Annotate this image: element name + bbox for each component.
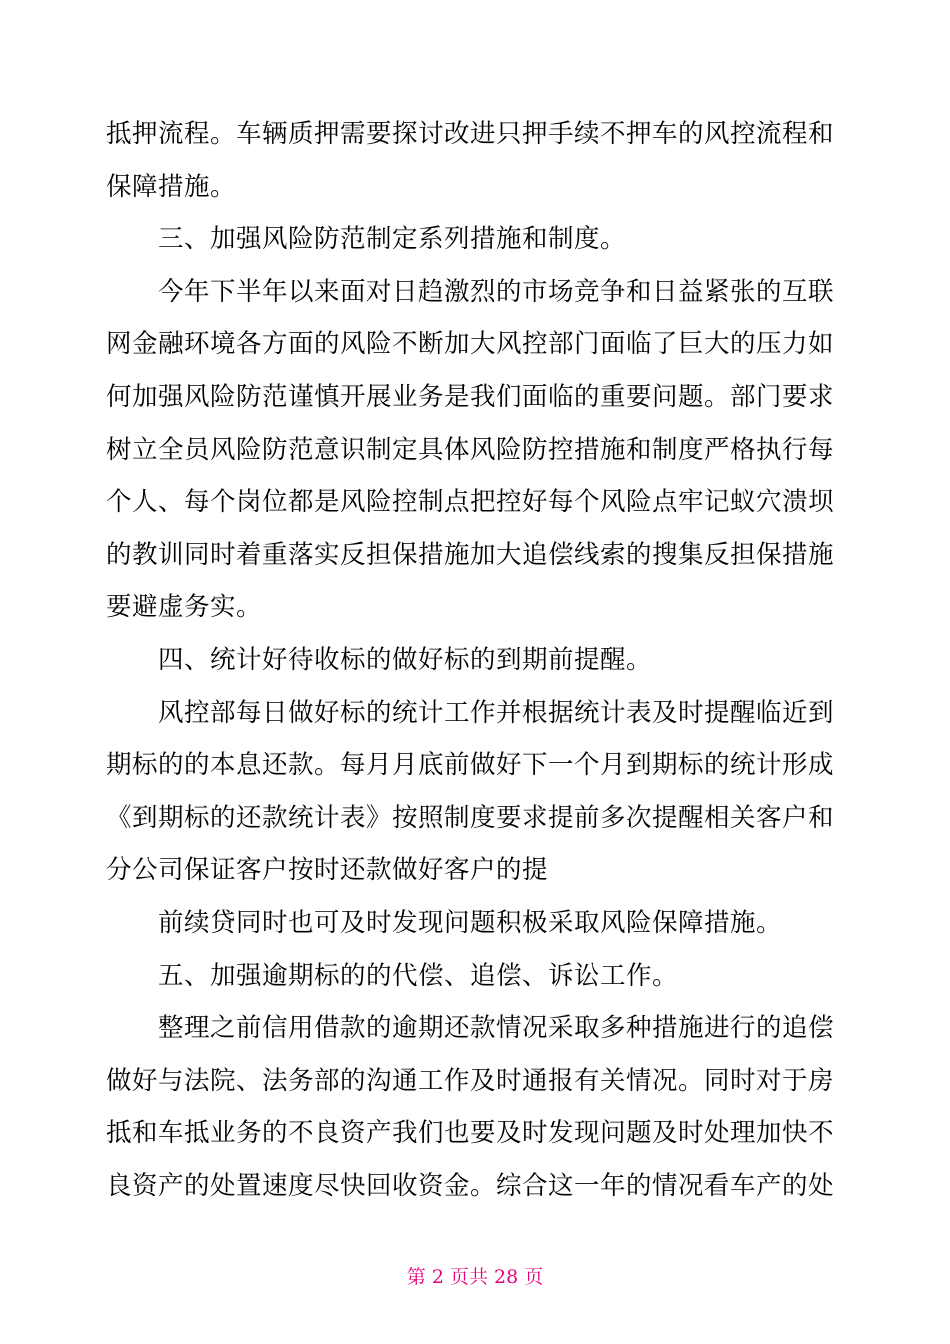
text-line: 网金融环境各方面的风险不断加大风控部门面临了巨大的压力如 [106, 329, 835, 360]
text-line: 的教训同时着重落实反担保措施加大追偿线索的搜集反担保措施 [106, 539, 835, 570]
text-line: 良资产的处置速度尽快回收资金。综合这一年的情况看车产的处 [106, 1170, 835, 1201]
text-line: 整理之前信用借款的逾期还款情况采取多种措施进行的追偿 [158, 1013, 835, 1044]
text-line: 树立全员风险防范意识制定具体风险防控措施和制度严格执行每 [106, 434, 835, 465]
text-line: 要避虚务实。 [106, 592, 263, 623]
text-line: 期标的的本息还款。每月月底前做好下一个月到期标的统计形成 [106, 750, 835, 781]
text-line: 保障措施。 [106, 171, 237, 202]
document-body [106, 108, 846, 1212]
text-line: 抵押流程。车辆质押需要探讨改进只押手续不押车的风控流程和 [106, 119, 835, 149]
text-line: 抵和车抵业务的不良资产我们也要及时发现问题及时处理加快不 [106, 1118, 835, 1149]
text-line: 做好与法院、法务部的沟通工作及时通报有关情况。同时对于房 [106, 1065, 835, 1096]
text-line: 五、加强逾期标的的代偿、追偿、诉讼工作。 [158, 960, 679, 991]
text-line: 个人、每个岗位都是风险控制点把控好每个风险点牢记蚁穴溃坝 [106, 487, 835, 518]
text-line: 四、统计好待收标的做好标的到期前提醒。 [158, 644, 653, 675]
text-line: 分公司保证客户按时还款做好客户的提 [106, 855, 549, 886]
text-line: 三、加强风险防范制定系列措施和制度。 [158, 224, 627, 255]
text-line: 前续贷同时也可及时发现问题积极采取风险保障措施。 [158, 907, 783, 938]
page-number-footer: 第 2 页共 28 页 [406, 1266, 544, 1288]
text-line: 今年下半年以来面对日趋激烈的市场竞争和日益紧张的互联 [158, 276, 835, 307]
text-line: 《到期标的还款统计表》按照制度要求提前多次提醒相关客户和 [106, 802, 835, 833]
text-line: 何加强风险防范谨慎开展业务是我们面临的重要问题。部门要求 [106, 381, 835, 412]
text-line: 风控部每日做好标的统计工作并根据统计表及时提醒临近到 [158, 697, 835, 728]
